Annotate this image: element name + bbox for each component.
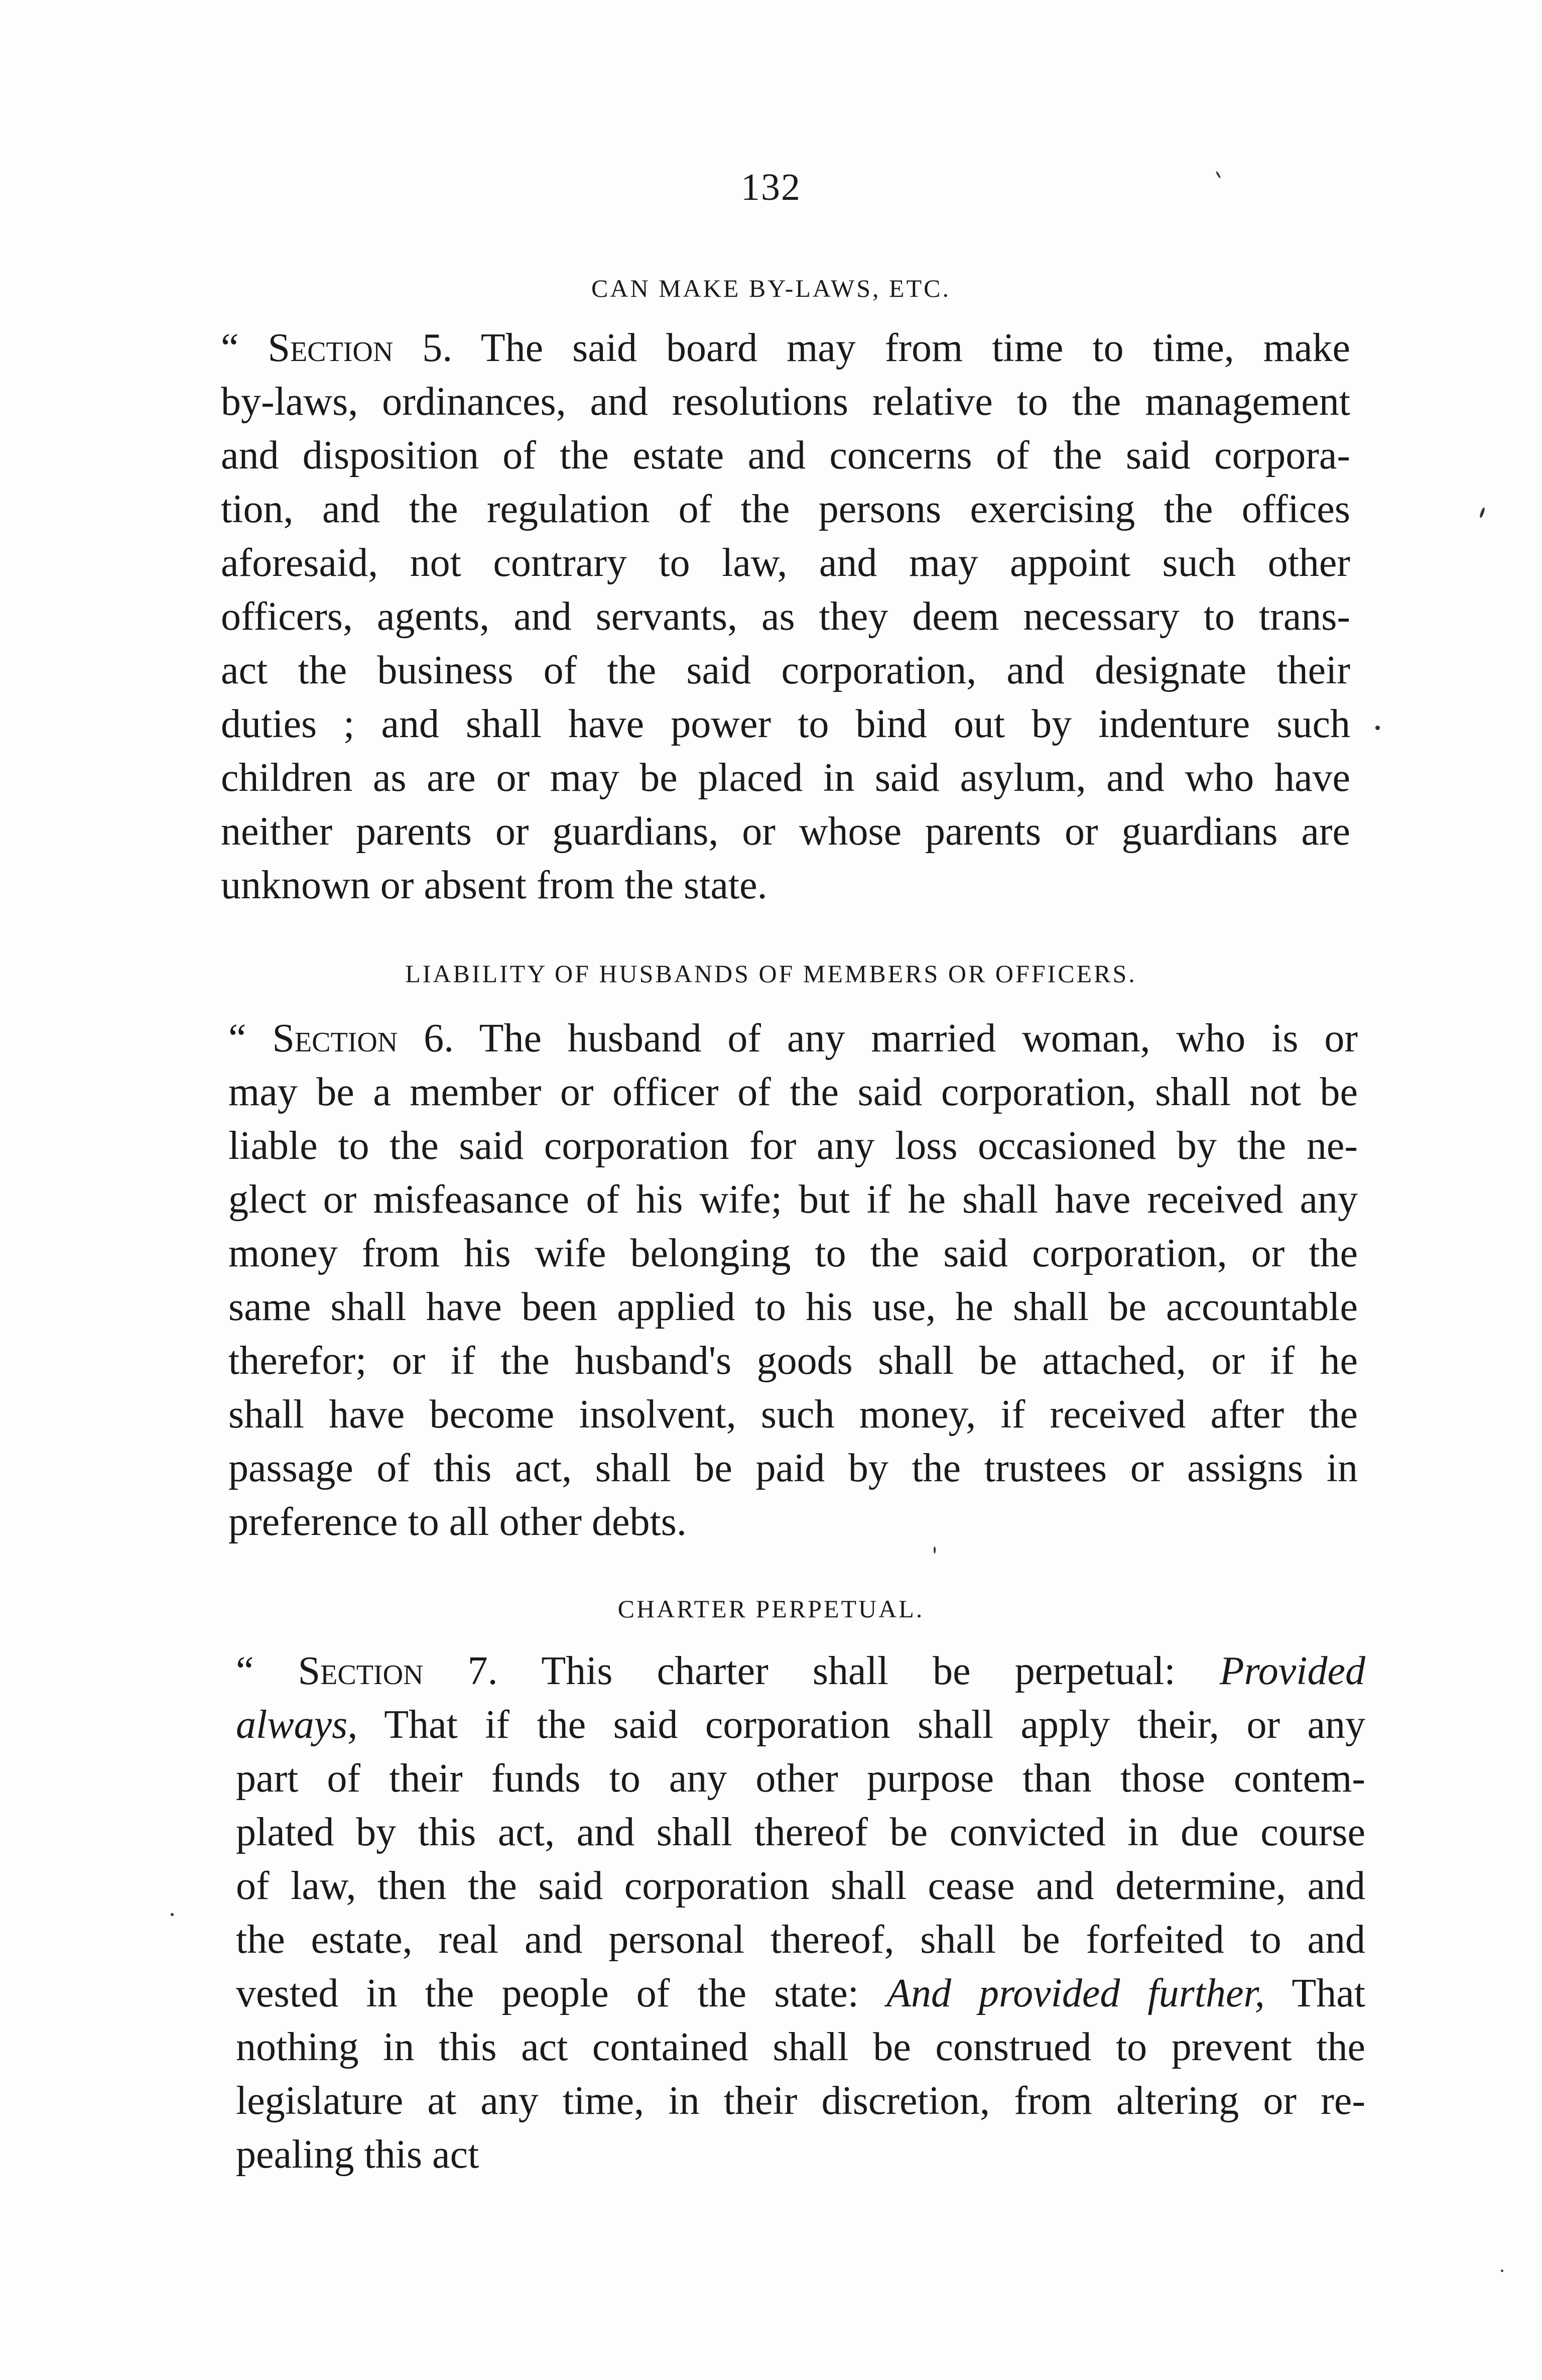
text-line: tion, and the regulation of the persons exercising the offices [221,487,1350,531]
text-line: liable to the said corporation for any loss occasioned by the ne- [228,1124,1358,1168]
scan-speck [934,1546,936,1554]
text-line: therefor; or if the husband's goods shall be attached, or if he [228,1339,1358,1383]
text-line: part of their funds to any other purpose than those contem- [236,1756,1365,1801]
section-7-label: Section [298,1649,424,1693]
text-line: preference to all other debts. [228,1500,687,1544]
text-line: shall have become insolvent, such money, if received after the [228,1392,1358,1437]
text-line: This charter shall be perpetual: [541,1649,1176,1693]
section-6-label: Section [272,1016,398,1060]
section-5-number: 5. [422,326,453,370]
scan-speck [1501,2270,1503,2272]
text-line: may be a member or officer of the said corporation, shall not be [228,1070,1358,1114]
section-5-label: Section [268,326,394,370]
section-7-second-line [236,1698,1365,1752]
text-line: passage of this act, shall be paid by the trustees or assigns in [228,1446,1358,1490]
text-line: aforesaid, not contrary to law, and may appoint such other [221,541,1350,585]
text-line: glect or misfeasance of his wife; but if he shall have received any [228,1177,1358,1222]
page-number: 132 [741,166,801,208]
scan-speck [1375,726,1380,730]
section-7-provided-further-line [236,1967,1365,2020]
text-line: of law, then the said corporation shall cease and determine, and [236,1864,1365,1908]
scan-speck [1479,507,1485,519]
text-line: act the business of the said corporation, and designate their [221,648,1350,692]
text-line: money from his wife belonging to the said corporation, or the [228,1231,1358,1275]
italic-provided-further: And provided further, [886,1971,1265,2015]
text-line: and disposition of the estate and concerns of the said corpora- [221,433,1350,478]
text-line: The husband of any married woman, who is or [479,1016,1358,1060]
text-line: officers, agents, and servants, as they deem necessary to trans- [221,594,1350,639]
section-6-heading: LIABILITY OF HUSBANDS OF MEMBERS OR OFFICERS. [405,960,1137,988]
section-6-first-line: “ Section 6. The husband of any married woman, who is or [228,1016,1358,1060]
text-line: the estate, real and personal thereof, shall be forfeited to and [236,1918,1365,1962]
text-line: unknown or absent from the state. [221,863,767,907]
section-6-number: 6. [424,1016,454,1060]
text-line: nothing in this act contained shall be construed to prevent the [236,2025,1365,2069]
text-line: duties ; and shall have power to bind out by indenture such [221,702,1350,746]
section-5-heading: CAN MAKE BY-LAWS, ETC. [591,274,951,302]
section-7-first-line: “ Section 7. This charter shall be perpetual: Provided [236,1649,1366,1693]
text-line: neither parents or guardians, or whose parents or guardians are [221,809,1350,854]
italic-provided: Provided [1219,1649,1366,1693]
section-7-heading: CHARTER PERPETUAL. [617,1595,925,1623]
text-line: plated by this act, and shall thereof be convicted in due course [236,1810,1365,1854]
text-line: pealing this act [236,2132,479,2177]
text-line: by-laws, ordinances, and resolutions relative to the management [221,380,1350,424]
section-5-body [221,321,1350,912]
section-7-number: 7. [467,1649,498,1693]
text-line: legislature at any time, in their discretion, from altering or re- [236,2079,1365,2123]
text-line: That if the said corporation shall apply their, or any [384,1703,1365,1747]
scan-speck [171,1913,174,1916]
text-line: The said board may from time to time, make [480,326,1350,370]
text-line: That [1292,1971,1366,2015]
section-6-body [228,1012,1358,1549]
text-line: vested in the people of the state: [236,1971,859,2015]
text-line: same shall have been applied to his use, he shall be accountable [228,1285,1358,1329]
text-line: children as are or may be placed in said asylum, and who have [221,756,1350,800]
italic-always: always, [236,1703,358,1747]
section-5-first-line: “ Section 5. The said board may from time to time, make [221,326,1350,370]
section-7-body [236,1644,1365,2182]
